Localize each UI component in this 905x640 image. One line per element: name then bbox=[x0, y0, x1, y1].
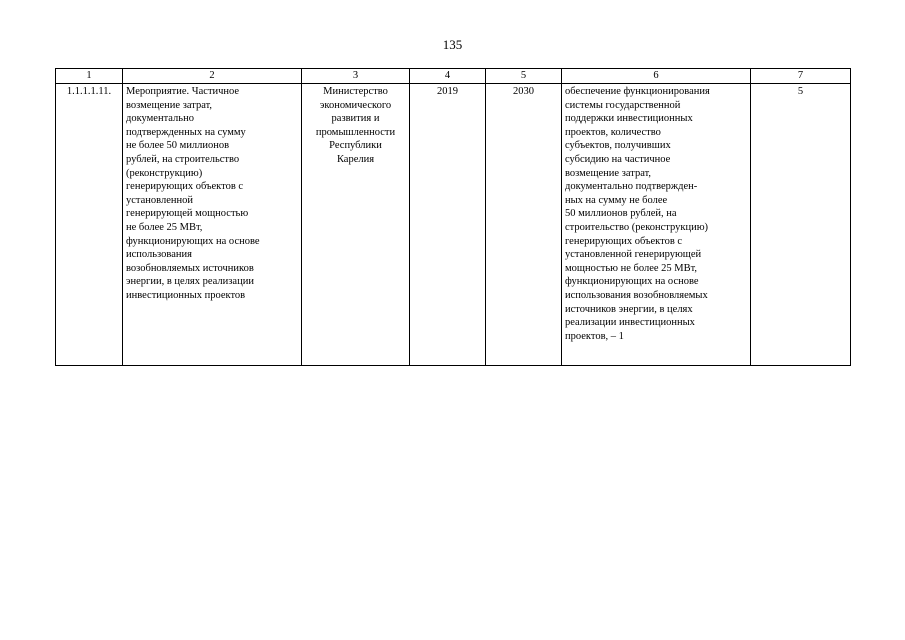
executor-cell bbox=[302, 84, 410, 366]
header-cell-6: 6 bbox=[562, 69, 751, 84]
header-cell-5: 5 bbox=[486, 69, 562, 84]
document-table bbox=[55, 68, 851, 366]
activity-description: Мероприятие. Частичное возмещение затрат, документально подтвержденных на сумму не более 50 миллионов рублей, на строительство (реконструкцию) генерирующих объектов с установленной генерирующей мощностью не более 25 МВт, функционирующих на основе использования возобновляемых источников энергии, в целях реализации инвестиционных проектов bbox=[126, 86, 260, 301]
table-header-row bbox=[56, 69, 851, 84]
end-year-cell bbox=[486, 84, 562, 366]
end-year: 2030 bbox=[513, 86, 534, 97]
item-number: 1.1.1.1.11. bbox=[66, 86, 112, 97]
table-row bbox=[56, 84, 851, 366]
header-cell-4: 4 bbox=[410, 69, 486, 84]
activity-cell bbox=[123, 84, 302, 366]
result-cell bbox=[562, 84, 751, 366]
responsible-executor: Министерство экономического развития и промышленности Республики Карелия bbox=[315, 86, 396, 165]
indicator-link: 5 bbox=[797, 86, 804, 97]
header-cell-7: 7 bbox=[751, 69, 851, 84]
page-number: 135 bbox=[442, 37, 463, 52]
start-year-cell bbox=[410, 84, 486, 366]
header-cell-2: 2 bbox=[123, 69, 302, 84]
header-cell-1: 1 bbox=[56, 69, 123, 84]
indicator-cell bbox=[751, 84, 851, 366]
item-number-cell bbox=[56, 84, 123, 366]
start-year: 2019 bbox=[437, 86, 458, 97]
header-cell-3: 3 bbox=[302, 69, 410, 84]
expected-result: обеспечение функционирования системы государственной поддержки инвестиционных проектов, количество субъектов, получивших субсидию на частичное возмещение затрат, документально подтвержден- ных на сумму не более 50 миллионов рублей, на строительство (реконструкцию) генерирующих объектов с установленной генерирующей мощностью не более 25 МВт, функционирующих на основе использования возобновляемых источников энергии, в целях реализации инвестиционных проектов, – 1 bbox=[565, 86, 710, 342]
